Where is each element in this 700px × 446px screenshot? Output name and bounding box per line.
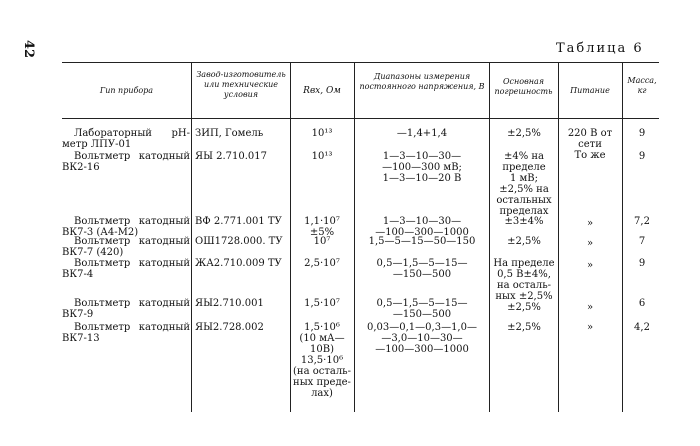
col-divider-1 bbox=[191, 62, 192, 412]
cell-range bbox=[356, 298, 488, 320]
cell-power bbox=[560, 322, 620, 333]
cell-error bbox=[491, 128, 557, 139]
cell-range bbox=[356, 322, 488, 355]
header-bottom-border bbox=[62, 118, 659, 119]
cell-line: ВК7-4 bbox=[62, 269, 94, 280]
cell-line: 10В) bbox=[310, 344, 334, 355]
cell-line: 1,5·10⁷ bbox=[304, 298, 340, 309]
cell-line: ВК7-13 bbox=[62, 333, 100, 344]
page-number: 42 bbox=[21, 40, 36, 59]
cell-line: 0,5—1,5—5—15— bbox=[376, 298, 468, 309]
cell-factory bbox=[195, 322, 289, 333]
cell-error bbox=[491, 151, 557, 217]
cell-line: Лабораторный рН- bbox=[74, 128, 190, 139]
cell-rvx bbox=[292, 151, 352, 162]
cell-line: Вольтметр катодный bbox=[74, 258, 190, 269]
cell-line: лах) bbox=[311, 388, 333, 399]
table-title: Таблица 6 bbox=[556, 41, 644, 56]
cell-range bbox=[356, 236, 488, 247]
cell-mass bbox=[624, 128, 660, 139]
col-divider-4 bbox=[489, 62, 490, 412]
cell-line: 9 bbox=[638, 128, 646, 139]
cell-line: ЯЫ2.710.001 bbox=[195, 298, 264, 309]
cell-line: пределах bbox=[499, 206, 549, 217]
cell-line: Вольтметр катодный bbox=[74, 216, 190, 227]
cell-line: 1,1·10⁷ bbox=[304, 216, 340, 227]
cell-line: 6 bbox=[638, 298, 646, 309]
cell-line: 1 мВ; bbox=[509, 173, 539, 184]
cell-device bbox=[62, 151, 190, 173]
col-divider-3 bbox=[354, 62, 355, 412]
cell-line: 0,03—0,1—0,3—1,0— bbox=[367, 322, 477, 333]
cell-factory bbox=[195, 151, 289, 162]
cell-line: Вольтметр катодный bbox=[74, 151, 190, 162]
cell-error bbox=[491, 302, 557, 313]
cell-line: остальных bbox=[496, 195, 552, 206]
cell-rvx bbox=[292, 128, 352, 139]
cell-line: —1,4+1,4 bbox=[396, 128, 448, 139]
cell-error bbox=[491, 236, 557, 247]
cell-line: 7,2 bbox=[634, 216, 650, 227]
cell-line: ±2,5% bbox=[507, 236, 541, 247]
cell-power bbox=[560, 218, 620, 229]
cell-mass bbox=[624, 216, 660, 227]
cell-line: —100—300—1000 bbox=[375, 227, 469, 238]
cell-line: 2,5·10⁷ bbox=[304, 258, 340, 269]
header-factory: Завод-изготовитель или технические условия bbox=[196, 70, 286, 99]
cell-line: —100—300 мВ; bbox=[382, 162, 462, 173]
cell-power bbox=[560, 150, 620, 161]
cell-line: —150—500 bbox=[392, 269, 452, 280]
cell-rvx bbox=[292, 298, 352, 309]
cell-factory bbox=[195, 236, 289, 247]
cell-device bbox=[62, 258, 190, 280]
cell-line: —100—300—1000 bbox=[375, 344, 469, 355]
cell-line: » bbox=[586, 260, 594, 271]
cell-line: ±2,5% bbox=[507, 302, 541, 313]
cell-line: ВК2-16 bbox=[62, 162, 100, 173]
cell-mass bbox=[624, 151, 660, 162]
cell-rvx bbox=[292, 322, 352, 399]
cell-mass bbox=[624, 236, 660, 247]
cell-line: 9 bbox=[638, 151, 646, 162]
header-error: Основная погрешность bbox=[494, 77, 553, 96]
cell-line: ВФ 2.771.001 ТУ bbox=[195, 216, 282, 227]
cell-line: —3,0—10—30— bbox=[381, 333, 463, 344]
cell-line: пределе bbox=[502, 162, 546, 173]
cell-device bbox=[62, 216, 190, 238]
col-divider-5 bbox=[558, 62, 559, 412]
cell-line: 10¹³ bbox=[311, 151, 333, 162]
cell-line: 4,2 bbox=[634, 322, 650, 333]
cell-line: ±5% bbox=[309, 227, 335, 238]
cell-line: 0,5 В±4%, bbox=[497, 269, 551, 280]
cell-line: ВК7-7 (420) bbox=[62, 247, 124, 258]
col-divider-6 bbox=[622, 62, 623, 412]
cell-line: Вольтметр катодный bbox=[74, 298, 190, 309]
cell-line: метр ЛПУ-01 bbox=[62, 139, 132, 150]
cell-line: ±2,5% на bbox=[499, 184, 549, 195]
header-device: Гип прибора bbox=[99, 86, 154, 95]
header-rvx: Rвх, Ом bbox=[303, 86, 341, 96]
cell-line: Вольтметр катодный bbox=[74, 236, 190, 247]
cell-line: ±2,5% bbox=[507, 128, 541, 139]
cell-line: сети bbox=[578, 139, 602, 150]
cell-factory bbox=[195, 216, 289, 227]
cell-rvx bbox=[292, 216, 352, 238]
cell-line: ±2,5% bbox=[507, 322, 541, 333]
cell-line: (на осталь- bbox=[293, 366, 351, 377]
cell-line: 1—3—10—20 В bbox=[382, 173, 462, 184]
cell-line: 1,5·10⁶ bbox=[304, 322, 340, 333]
cell-line: ВК7-3 (А4-М2) bbox=[62, 227, 139, 238]
header-mass: Масса, кг bbox=[627, 76, 657, 95]
cell-line: ВК7-9 bbox=[62, 309, 94, 320]
cell-device bbox=[62, 322, 190, 344]
cell-line: ЯЫ2.728.002 bbox=[195, 322, 264, 333]
header-range: Диапазоны измерения постоянного напряжения, В bbox=[359, 72, 485, 91]
cell-power bbox=[560, 238, 620, 249]
cell-line: » bbox=[586, 238, 594, 249]
cell-range bbox=[356, 258, 488, 280]
cell-line: ЗИП, Гомель bbox=[195, 128, 264, 139]
cell-line: ±4% на bbox=[503, 151, 545, 162]
cell-line: » bbox=[586, 302, 594, 313]
cell-device bbox=[62, 298, 190, 320]
cell-range bbox=[356, 151, 488, 184]
col-divider-2 bbox=[290, 62, 291, 412]
cell-range bbox=[356, 216, 488, 238]
cell-line: 0,5—1,5—5—15— bbox=[376, 258, 468, 269]
cell-rvx bbox=[292, 258, 352, 269]
cell-power bbox=[560, 260, 620, 271]
cell-mass bbox=[624, 322, 660, 333]
cell-line: То же bbox=[574, 150, 606, 161]
cell-line: (10 мА— bbox=[299, 333, 345, 344]
cell-line: ОШ1728.000. ТУ bbox=[195, 236, 283, 247]
cell-device bbox=[62, 128, 190, 150]
cell-line: на осталь- bbox=[496, 280, 552, 291]
cell-factory bbox=[195, 128, 289, 139]
cell-error bbox=[491, 258, 557, 302]
cell-line: На пределе bbox=[493, 258, 555, 269]
cell-line: 9 bbox=[638, 258, 646, 269]
cell-line: ЖА2.710.009 ТУ bbox=[195, 258, 282, 269]
cell-line: 220 В от bbox=[567, 128, 613, 139]
cell-line: ных ±2,5% bbox=[495, 291, 553, 302]
cell-line: 1—3—10—30— bbox=[382, 216, 462, 227]
cell-device bbox=[62, 236, 190, 258]
cell-mass bbox=[624, 258, 660, 269]
cell-power bbox=[560, 128, 620, 150]
cell-line: » bbox=[586, 218, 594, 229]
cell-line: 7 bbox=[638, 236, 646, 247]
cell-mass bbox=[624, 298, 660, 309]
cell-range bbox=[356, 128, 488, 139]
cell-line: ЯЫ 2.710.017 bbox=[195, 151, 267, 162]
cell-line: 10⁷ bbox=[313, 236, 331, 247]
cell-line: 1—3—10—30— bbox=[382, 151, 462, 162]
cell-error bbox=[491, 216, 557, 227]
table-top-border bbox=[62, 62, 659, 63]
cell-line: ±3±4% bbox=[504, 216, 544, 227]
cell-line: 1,5—5—15—50—150 bbox=[368, 236, 476, 247]
cell-factory bbox=[195, 298, 289, 309]
cell-rvx bbox=[292, 236, 352, 247]
cell-line: Вольтметр катодный bbox=[74, 322, 190, 333]
cell-line: ных преде- bbox=[293, 377, 351, 388]
cell-factory bbox=[195, 258, 289, 269]
cell-line: » bbox=[586, 322, 594, 333]
cell-line: 10¹³ bbox=[311, 128, 333, 139]
cell-line: 13,5·10⁶ bbox=[300, 355, 344, 366]
cell-error bbox=[491, 322, 557, 333]
header-power: Питание bbox=[570, 86, 610, 95]
cell-line: —150—500 bbox=[392, 309, 452, 320]
cell-power bbox=[560, 302, 620, 313]
